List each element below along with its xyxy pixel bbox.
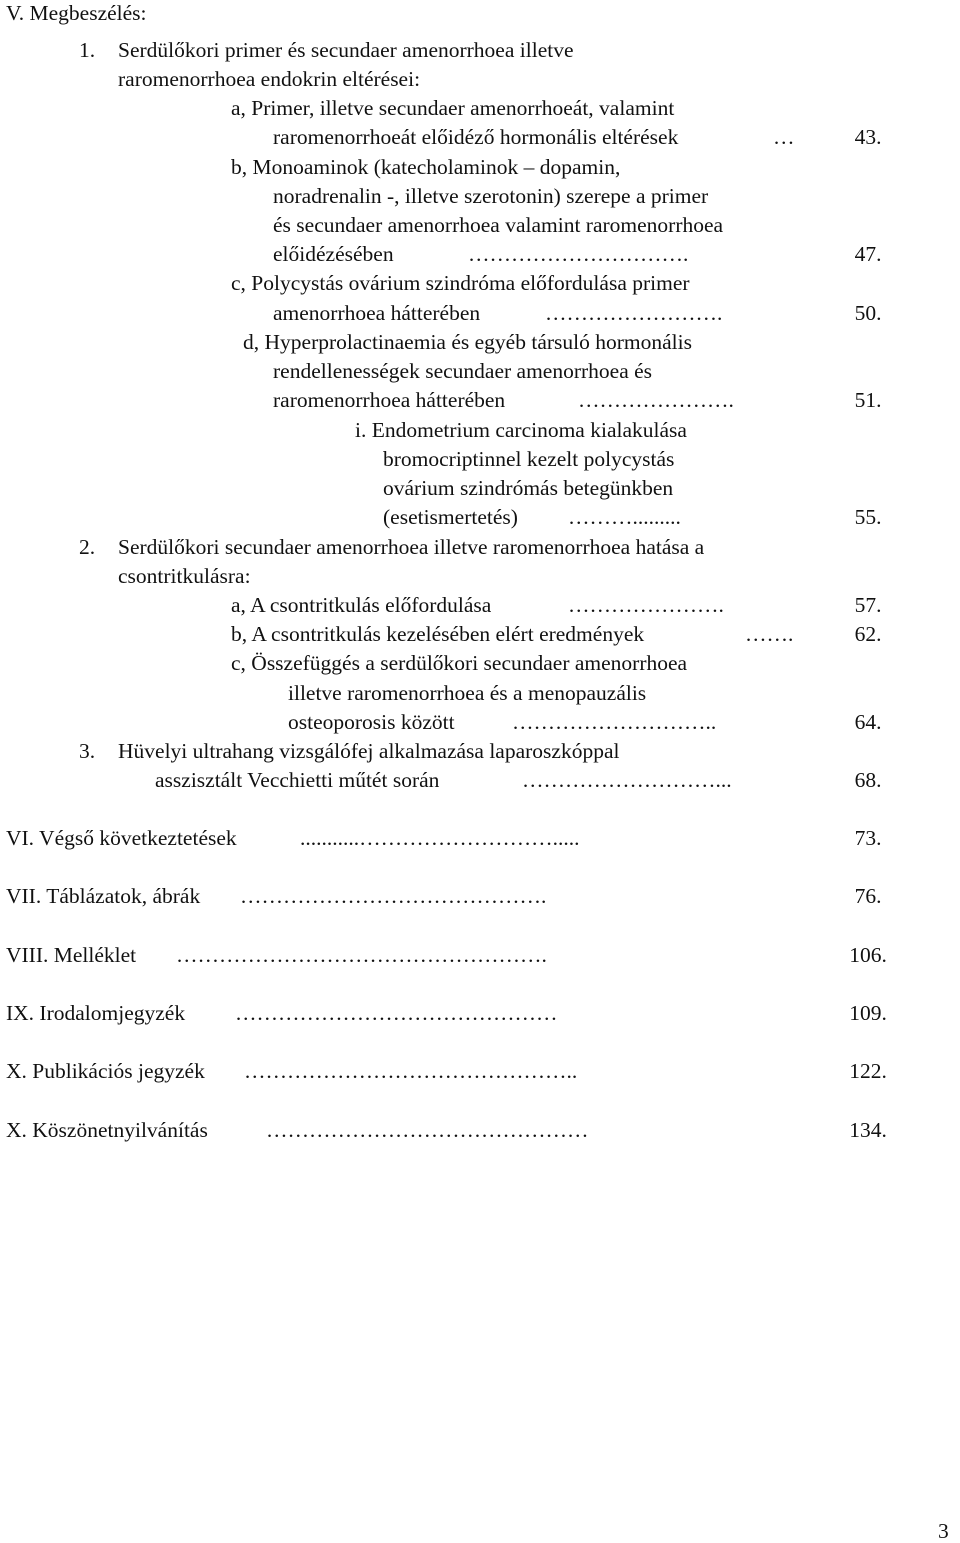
dot-leader: ………………………...	[522, 770, 732, 792]
page-reference: 76.	[854, 884, 882, 908]
page-reference: 62.	[854, 622, 882, 646]
toc-subentry-text: előidézésében	[273, 242, 394, 266]
dot-leader: ...........……………………….....	[300, 828, 580, 850]
toc-subentry-text: bromocriptinnel kezelt polycystás	[383, 447, 675, 471]
toc-subentry-text: (esetismertetés)	[383, 505, 518, 529]
toc-subentry-text: rendellenességek secundaer amenorrhoea és	[273, 359, 653, 383]
page-reference: 55.	[854, 505, 882, 529]
item-number: 1.	[79, 38, 96, 62]
toc-subentry-text: c, Összefüggés a serdülőkori secundaer amenorrhoea	[231, 651, 688, 675]
toc-entry-title: csontritkulásra:	[118, 564, 251, 588]
page-reference: 47.	[854, 242, 882, 266]
page-reference: 106.	[849, 943, 887, 967]
page-reference: 68.	[854, 768, 882, 792]
dot-leader: ……….........	[568, 507, 681, 529]
toc-subentry-text: a, A csontritkulás előfordulása	[231, 593, 492, 617]
item-number: 2.	[79, 535, 96, 559]
toc-subentry-text: d, Hyperprolactinaemia és egyéb társuló hormonális	[243, 330, 692, 354]
toc-chapter-title: X. Köszönetnyilvánítás	[6, 1118, 208, 1142]
toc-subentry-text: raromenorrhoea hátterében	[273, 388, 506, 412]
toc-subentry-text: b, Monoaminok (katecholaminok – dopamin,	[231, 155, 621, 179]
toc-subentry-text: illetve raromenorrhoea és a menopauzális	[288, 681, 647, 705]
dot-leader: ………………….	[578, 390, 734, 412]
page-reference: 51.	[854, 388, 882, 412]
toc-entry-title: asszisztált Vecchietti műtét során	[155, 768, 440, 792]
toc-subentry-text: i. Endometrium carcinoma kialakulása	[355, 418, 687, 442]
section-heading: V. Megbeszélés:	[6, 1, 147, 25]
page-reference: 43.	[854, 125, 882, 149]
toc-chapter-title: IX. Irodalomjegyzék	[6, 1001, 186, 1025]
toc-chapter-title: VIII. Melléklet	[6, 943, 137, 967]
toc-entry-title: Serdülőkori primer és secundaer amenorrhoea illetve	[118, 38, 574, 62]
dot-leader: …………………………………….	[240, 886, 547, 908]
toc-subentry-text: és secundaer amenorrhoea valamint raromenorrhoea	[273, 213, 724, 237]
toc-subentry-text: ovárium szindrómás betegünkben	[383, 476, 674, 500]
page-reference: 134.	[849, 1118, 887, 1142]
toc-subentry-text: c, Polycystás ovárium szindróma előfordulása primer	[231, 271, 690, 295]
toc-subentry-text: a, Primer, illetve secundaer amenorrhoeát, valamint	[231, 96, 675, 120]
dot-leader: ………………………………………..	[244, 1061, 578, 1083]
page-reference: 73.	[854, 826, 882, 850]
toc-chapter-title: VII. Táblázatok, ábrák	[6, 884, 201, 908]
dot-leader: …	[773, 127, 795, 149]
page-reference: 50.	[854, 301, 882, 325]
toc-entry-title: raromenorrhoea endokrin eltérései:	[118, 67, 421, 91]
dot-leader: ………………………………………	[266, 1120, 589, 1142]
dot-leader: …………………………………………….	[176, 945, 547, 967]
toc-subentry-text: noradrenalin -, illetve szerotonin) szerepe a primer	[273, 184, 709, 208]
page-reference: 109.	[849, 1001, 887, 1025]
toc-subentry-text: amenorrhoea hátterében	[273, 301, 481, 325]
toc-subentry-text: b, A csontritkulás kezelésében elért eredmények	[231, 622, 645, 646]
toc-subentry-text: osteoporosis között	[288, 710, 455, 734]
toc-subentry-text: raromenorrhoeát előidéző hormonális eltérések	[273, 125, 679, 149]
dot-leader: ………………………..	[512, 712, 717, 734]
page-reference: 57.	[854, 593, 882, 617]
page-number: 3	[938, 1519, 949, 1543]
toc-entry-title: Hüvelyi ultrahang vizsgálófej alkalmazása laparoszkóppal	[118, 739, 620, 763]
dot-leader: …………………….	[545, 303, 723, 325]
page-reference: 122.	[849, 1059, 887, 1083]
dot-leader: ………………………….	[468, 244, 689, 266]
toc-entry-title: Serdülőkori secundaer amenorrhoea illetve raromenorrhoea hatása a	[118, 535, 705, 559]
page-reference: 64.	[854, 710, 882, 734]
dot-leader: ………………………………………	[235, 1003, 558, 1025]
item-number: 3.	[79, 739, 96, 763]
dot-leader: ………………….	[568, 595, 724, 617]
toc-chapter-title: X. Publikációs jegyzék	[6, 1059, 205, 1083]
toc-chapter-title: VI. Végső következtetések	[6, 826, 237, 850]
dot-leader: …….	[745, 624, 794, 646]
